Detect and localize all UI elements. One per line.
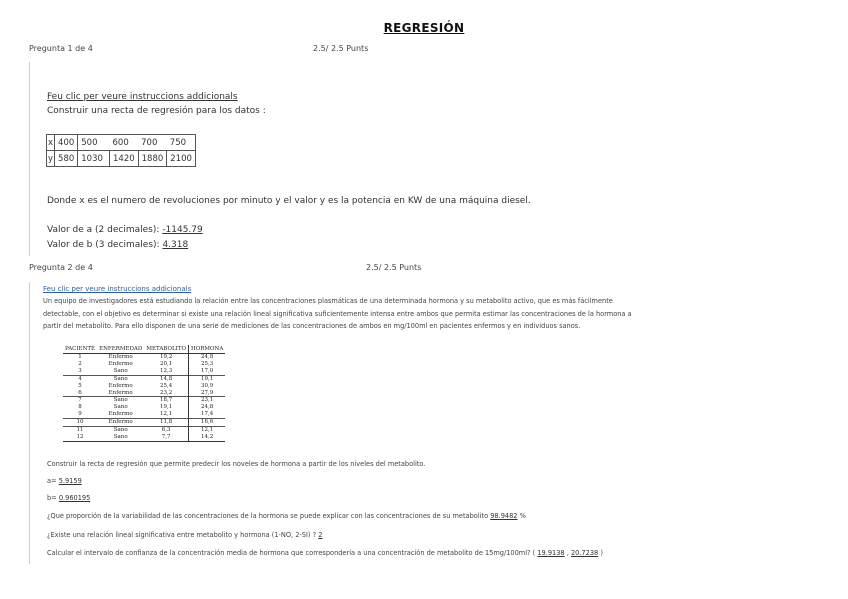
table-cell: Sano bbox=[113, 404, 128, 411]
table-cell: 10 bbox=[63, 419, 97, 427]
table-cell: 4 bbox=[63, 375, 97, 382]
table-cell: 3 bbox=[78, 367, 82, 374]
q2-interval-row bbox=[47, 547, 603, 560]
table-cell: 17,0 bbox=[188, 368, 225, 375]
table-row bbox=[63, 361, 225, 368]
table-cell: 7,7 bbox=[161, 433, 171, 440]
q2-interval-separator: , bbox=[566, 549, 569, 557]
q2-relation-question: ¿Existe una relación lineal significativa entre metabolito y hormona (1-NO, 2-SI) ? bbox=[47, 531, 317, 539]
table-cell: 17,4 bbox=[188, 411, 225, 418]
table-row bbox=[63, 375, 225, 382]
table-cell: 12 bbox=[76, 433, 84, 440]
question-2-divider bbox=[29, 282, 30, 564]
question-1-prompt: Construir una recta de regresión para los datos : bbox=[47, 106, 266, 116]
table-cell: 19,1 bbox=[188, 375, 225, 382]
table-cell: 8 bbox=[78, 404, 82, 411]
table-cell: 1880 bbox=[138, 151, 167, 167]
question-1-divider bbox=[29, 62, 30, 256]
table-cell: 2 bbox=[78, 360, 82, 367]
table-cell: Sano bbox=[97, 375, 144, 382]
paragraph-line: partir del metabolito. Para ello disponen de una serie de mediciones de las concentraciones de ambos en mg/100ml en pacientes enfermos y en individuos sanos. bbox=[43, 322, 581, 330]
column-header: METABOLITO bbox=[144, 345, 188, 354]
q2-interval-low: 19.9138 bbox=[537, 549, 565, 557]
question-1-header: Pregunta 1 de 4 bbox=[29, 44, 93, 53]
table-cell: Sano bbox=[113, 433, 128, 440]
table-cell: 25,4 bbox=[160, 382, 173, 389]
table-cell: 1 bbox=[78, 354, 82, 360]
question-2-paragraph bbox=[43, 295, 693, 333]
table-cell: Enfermo bbox=[108, 382, 133, 389]
question-1-points: 2.5/ 2.5 Punts bbox=[313, 44, 369, 53]
question-2-points: 2.5/ 2.5 Punts bbox=[366, 263, 422, 272]
table-cell: Sano bbox=[97, 427, 144, 434]
table-cell: 27,9 bbox=[188, 390, 225, 397]
page-title: REGRESIÓN bbox=[383, 21, 465, 35]
q2-proportion-value: 98.9482 bbox=[490, 512, 518, 520]
column-header: PACIENTE bbox=[65, 346, 96, 352]
question-1-description: Donde x es el numero de revoluciones por minuto y el valor y es la potencia en KW de una máquina diesel. bbox=[47, 196, 531, 206]
table-cell: 600 bbox=[110, 135, 139, 151]
question-2-data-table bbox=[63, 345, 225, 442]
instructions-link-q2[interactable]: Feu clic per veure instruccions addicionals bbox=[43, 285, 192, 293]
table-row-y bbox=[47, 151, 196, 167]
table-row bbox=[63, 404, 225, 411]
answer-b-row bbox=[47, 240, 188, 250]
table-cell: Enfermo bbox=[108, 411, 133, 418]
table-cell: 500 bbox=[78, 135, 110, 151]
q2-answer-a-label: a= bbox=[47, 477, 57, 485]
q2-proportion-question: ¿Que proporción de la variabilidad de las concentraciones de la hormona se puede explicar con las concentraciones de su metabolito bbox=[47, 512, 489, 520]
table-row bbox=[63, 397, 225, 404]
answer-a-label: Valor de a (2 decimales): bbox=[47, 225, 160, 235]
table-cell: 23,2 bbox=[160, 389, 173, 396]
table-cell: 18,7 bbox=[144, 397, 188, 404]
table-cell: Enfermo bbox=[108, 360, 133, 367]
table-cell: Enfermo bbox=[108, 354, 133, 360]
table-row-x bbox=[47, 135, 196, 151]
table-row bbox=[63, 390, 225, 397]
table-cell: 6 bbox=[78, 389, 82, 396]
q2-proportion-unit: % bbox=[519, 512, 526, 520]
answer-a-row bbox=[47, 225, 203, 235]
q2-relation-value: 2 bbox=[318, 531, 323, 539]
q2-answer-b-row bbox=[47, 492, 90, 505]
table-cell: 12,3 bbox=[160, 367, 173, 374]
table-cell: 11,8 bbox=[144, 419, 188, 427]
q2-answer-a-row bbox=[47, 475, 82, 488]
table-row bbox=[63, 368, 225, 375]
answer-a-value: -1145.79 bbox=[162, 225, 203, 235]
table-cell: 9 bbox=[78, 411, 82, 418]
q2-answer-b-label: b= bbox=[47, 494, 57, 502]
table-cell: Enfermo bbox=[97, 419, 144, 427]
question-2-construct: Construir la recta de regresión que permite predecir los noveles de hormona a partir de los niveles del metabolito. bbox=[47, 460, 426, 468]
table-cell: 400 bbox=[55, 135, 78, 151]
table-row bbox=[63, 354, 225, 361]
q2-interval-end: ) bbox=[600, 549, 603, 557]
table-cell: 12,1 bbox=[160, 411, 173, 418]
table-header-row bbox=[63, 345, 225, 354]
table-row bbox=[63, 434, 225, 441]
table-cell: 1420 bbox=[110, 151, 139, 167]
paragraph-line: detectable, con el objetivo es determinar si existe una relación lineal significativa suficientemente intensa entre ambos que permita estimar las concentraciones de la hormona a bbox=[43, 309, 632, 318]
question-1-data-table bbox=[46, 134, 196, 167]
table-row bbox=[63, 427, 225, 434]
table-cell: 750 bbox=[167, 135, 196, 151]
q2-proportion-row bbox=[47, 510, 526, 523]
table-cell: 20,1 bbox=[160, 360, 173, 367]
column-header: HORMONA bbox=[188, 345, 225, 354]
table-cell: 23,1 bbox=[188, 397, 225, 404]
table-cell: 25,3 bbox=[188, 361, 225, 368]
table-cell: 24,8 bbox=[188, 404, 225, 411]
table-cell: 24,8 bbox=[188, 354, 225, 361]
question-2-table-body bbox=[63, 354, 225, 442]
q2-interval-question: Calcular el intervalo de confianza de la concentración media de hormona que correspondería a una concentración de metabolito de 15mg/100ml? ( bbox=[47, 549, 536, 557]
table-cell: 700 bbox=[138, 135, 167, 151]
table-cell: 12,1 bbox=[188, 427, 225, 434]
table-cell: Sano bbox=[97, 397, 144, 404]
table-cell: 11 bbox=[63, 427, 97, 434]
table-cell: 7 bbox=[63, 397, 97, 404]
table-cell: 19,1 bbox=[160, 404, 173, 411]
table-row bbox=[63, 383, 225, 390]
table-cell: 19,2 bbox=[160, 354, 173, 360]
instructions-link-q1[interactable]: Feu clic per veure instruccions addicionals bbox=[47, 92, 238, 102]
question-2-header: Pregunta 2 de 4 bbox=[29, 263, 93, 272]
column-header: ENFERMEDAD bbox=[99, 346, 143, 352]
table-cell: 2100 bbox=[167, 151, 196, 167]
table-row bbox=[63, 419, 225, 427]
table-cell: 1030 bbox=[78, 151, 110, 167]
answer-b-label: Valor de b (3 decimales): bbox=[47, 240, 160, 250]
table-cell: 14,2 bbox=[188, 434, 225, 441]
q2-answer-b-value: 0.960195 bbox=[58, 494, 91, 502]
table-cell: x bbox=[47, 135, 55, 151]
table-cell: Enfermo bbox=[108, 389, 133, 396]
table-cell: 30,9 bbox=[188, 383, 225, 390]
table-cell: Sano bbox=[113, 367, 128, 374]
answer-b-value: 4.318 bbox=[162, 240, 189, 250]
q2-interval-high: 20.7238 bbox=[570, 549, 599, 557]
table-row bbox=[63, 411, 225, 418]
table-cell: 580 bbox=[55, 151, 78, 167]
q2-answer-a-value: 5.9159 bbox=[58, 477, 82, 485]
table-cell: 5 bbox=[78, 382, 82, 389]
table-cell: y bbox=[47, 151, 55, 167]
paragraph-line: Un equipo de investigadores está estudiando la relación entre las concentraciones plasmáticas de una determinada hormona y su metabolito activo, que es más fácilmente bbox=[43, 297, 613, 305]
table-cell: 16,6 bbox=[188, 419, 225, 427]
q2-relation-row bbox=[47, 529, 322, 542]
table-cell: 6,3 bbox=[144, 427, 188, 434]
table-cell: 14,8 bbox=[144, 375, 188, 382]
